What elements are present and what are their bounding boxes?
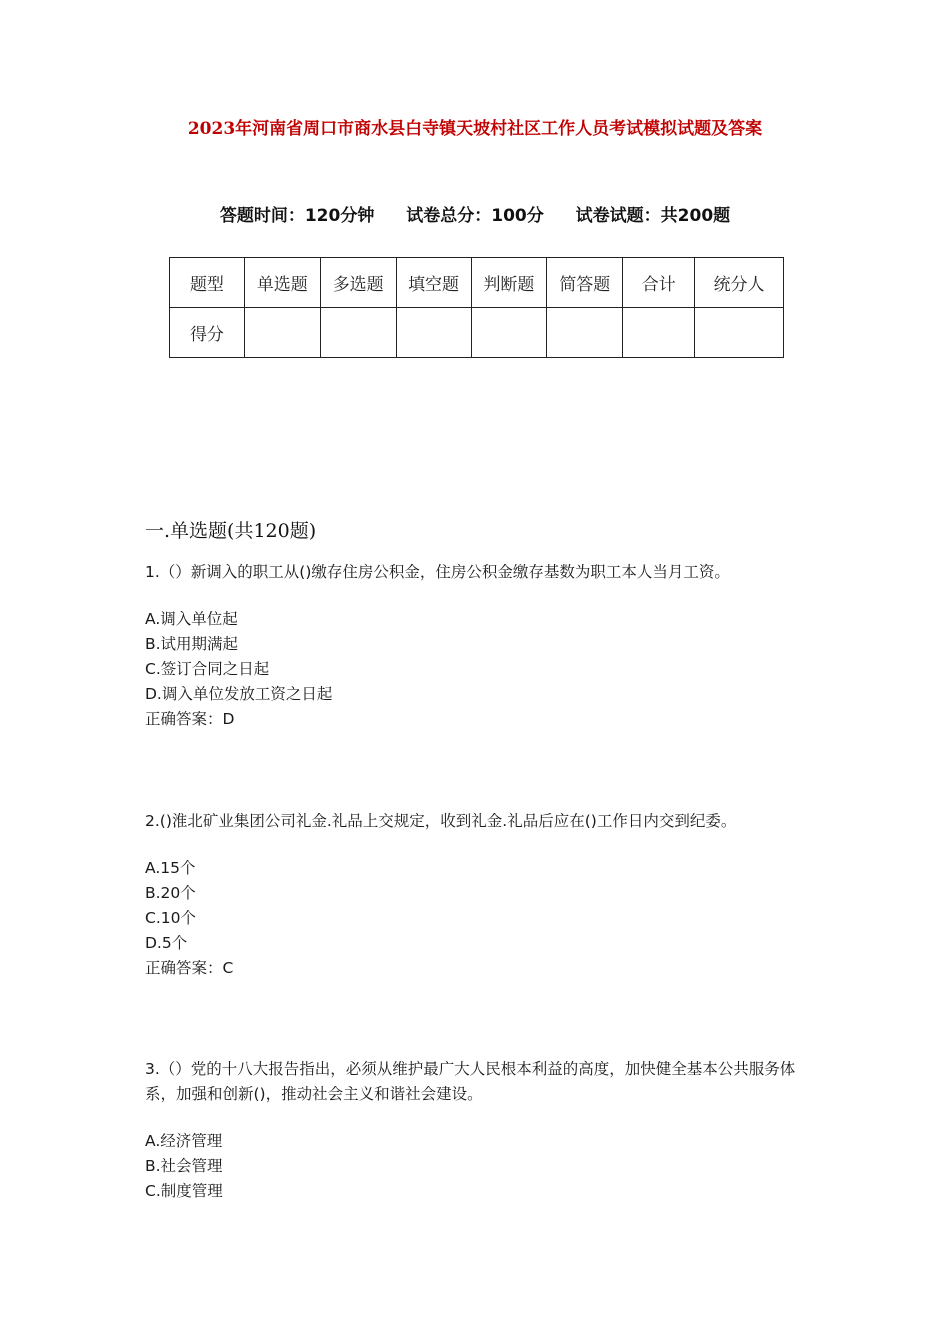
score-cell xyxy=(695,308,784,358)
header-cell: 多选题 xyxy=(320,258,396,308)
option-d: D.5个 xyxy=(145,934,188,952)
option-b: B.社会管理 xyxy=(145,1157,223,1175)
option-a: A.经济管理 xyxy=(145,1132,223,1150)
option-c: C.制度管理 xyxy=(145,1182,223,1200)
score-cell xyxy=(547,308,623,358)
question-2 xyxy=(145,809,810,981)
question-3 xyxy=(145,1057,810,1204)
exam-meta xyxy=(0,201,950,226)
option-d: D.调入单位发放工资之日起 xyxy=(145,685,333,703)
score-cell xyxy=(623,308,695,358)
question-stem: 1.（）新调入的职工从()缴存住房公积金，住房公积金缴存基数为职工本人当月工资。 xyxy=(145,563,730,581)
document-title: 2023年河南省周口市商水县白寺镇天坡村社区工作人员考试模拟试题及答案 xyxy=(187,119,763,139)
option-a: A.15个 xyxy=(145,859,196,877)
correct-answer: 正确答案：D xyxy=(145,710,235,728)
header-cell: 判断题 xyxy=(471,258,547,308)
score-table xyxy=(169,257,784,358)
score-cell xyxy=(396,308,471,358)
question-stem: 2.()淮北矿业集团公司礼金.礼品上交规定，收到礼金.礼品后应在()工作日内交到纪委。 xyxy=(145,812,737,830)
score-table-score-row xyxy=(170,308,784,358)
header-cell: 题型 xyxy=(170,258,245,308)
question-stem: 3.（）党的十八大报告指出，必须从维护最广大人民根本利益的高度，加快健全基本公共服务体系，加强和创新()，推动社会主义和谐社会建设。 xyxy=(145,1060,796,1103)
option-b: B.20个 xyxy=(145,884,196,902)
score-cell xyxy=(320,308,396,358)
option-a: A.调入单位起 xyxy=(145,610,238,628)
row-label-cell: 得分 xyxy=(170,308,245,358)
exam-total-score: 试卷总分：100分 xyxy=(406,206,544,226)
section-title: 一.单选题(共120题) xyxy=(145,520,317,542)
option-b: B.试用期满起 xyxy=(145,635,239,653)
option-c: C.签订合同之日起 xyxy=(145,660,270,678)
header-cell: 简答题 xyxy=(547,258,623,308)
header-cell: 统分人 xyxy=(695,258,784,308)
question-1 xyxy=(145,560,810,732)
exam-time: 答题时间：120分钟 xyxy=(219,206,375,226)
score-cell xyxy=(471,308,547,358)
correct-answer: 正确答案：C xyxy=(145,959,234,977)
score-table-header-row xyxy=(170,258,784,308)
option-c: C.10个 xyxy=(145,909,196,927)
header-cell: 合计 xyxy=(623,258,695,308)
exam-total-questions: 试卷试题：共200题 xyxy=(575,206,731,226)
header-cell: 填空题 xyxy=(396,258,471,308)
header-cell: 单选题 xyxy=(244,258,320,308)
score-cell xyxy=(244,308,320,358)
